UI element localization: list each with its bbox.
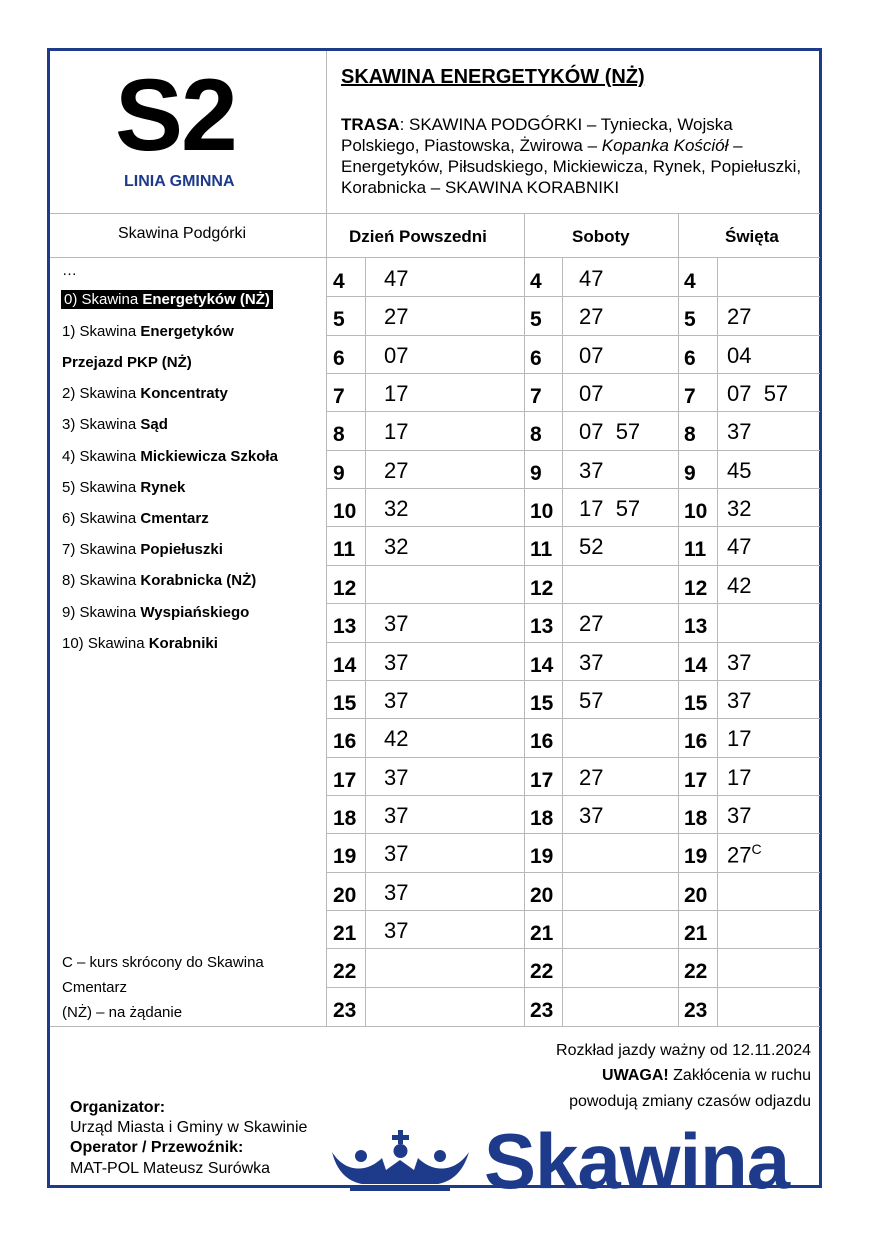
hour-saturday: 8 bbox=[530, 423, 542, 446]
minutes-holiday bbox=[727, 688, 751, 714]
stop-prefix: 1) Skawina bbox=[62, 323, 141, 340]
minutes-saturday bbox=[579, 650, 603, 676]
hour-saturday: 4 bbox=[530, 270, 542, 293]
warning-line-2: powodują zmiany czasów odjazdu bbox=[569, 1093, 811, 1110]
minutes-weekday bbox=[384, 611, 408, 637]
minutes-value: 07 bbox=[384, 343, 409, 368]
minutes-saturday bbox=[579, 688, 603, 714]
stop-item bbox=[62, 385, 228, 402]
minutes-weekday bbox=[384, 343, 408, 369]
hour-saturday: 5 bbox=[530, 308, 542, 331]
hour-weekday: 18 bbox=[333, 807, 357, 830]
minutes-value: 07 bbox=[579, 343, 604, 368]
minutes-saturday bbox=[579, 419, 640, 445]
minutes-weekday bbox=[384, 381, 408, 407]
minutes-value: 17 57 bbox=[579, 496, 641, 521]
minutes-weekday bbox=[384, 880, 408, 906]
minutes-weekday bbox=[384, 726, 408, 752]
operator-name: MAT-POL Mateusz Surówka bbox=[70, 1160, 271, 1177]
stop-item bbox=[62, 510, 209, 527]
stop-prefix: 7) Skawina bbox=[62, 541, 141, 558]
stop-name: Energetyków (NŻ) bbox=[142, 291, 270, 308]
minutes-value: 37 bbox=[384, 803, 409, 828]
stop-name: Przejazd PKP (NŻ) bbox=[62, 354, 192, 371]
hour-saturday: 6 bbox=[530, 347, 542, 370]
stop-item bbox=[62, 541, 223, 558]
stop-prefix: 0) Skawina bbox=[64, 291, 143, 308]
hour-weekday: 14 bbox=[333, 654, 357, 677]
hour-holiday: 5 bbox=[684, 308, 696, 331]
minutes-value: 17 bbox=[384, 381, 409, 406]
hour-weekday: 7 bbox=[333, 385, 345, 408]
minutes-value: 17 bbox=[727, 765, 752, 790]
minutes-value: 04 bbox=[727, 343, 752, 368]
row-divider bbox=[326, 411, 820, 412]
minutes-value: 32 bbox=[384, 534, 409, 559]
hour-weekday: 12 bbox=[333, 577, 357, 600]
hour-holiday: 23 bbox=[684, 999, 708, 1022]
column-holiday: Święta bbox=[725, 227, 779, 246]
route-description bbox=[341, 114, 811, 198]
minutes-holiday bbox=[727, 650, 751, 676]
minutes-value: 52 bbox=[579, 534, 604, 559]
hour-holiday: 9 bbox=[684, 462, 696, 485]
minutes-value: 17 bbox=[727, 726, 752, 751]
stop-prefix: 3) Skawina bbox=[62, 416, 141, 433]
minutes-footnote: C bbox=[751, 841, 762, 857]
stop-prefix: 5) Skawina bbox=[62, 479, 141, 496]
stop-name: Wyspiańskiego bbox=[140, 604, 250, 621]
minutes-value: 47 bbox=[579, 266, 604, 291]
hour-holiday: 10 bbox=[684, 500, 708, 523]
hour-holiday: 20 bbox=[684, 884, 708, 907]
hour-weekday: 4 bbox=[333, 270, 345, 293]
minutes-saturday bbox=[579, 304, 603, 330]
minutes-saturday bbox=[579, 765, 603, 791]
hour-holiday: 7 bbox=[684, 385, 696, 408]
warning-text: Zakłócenia w ruchu bbox=[668, 1067, 811, 1084]
hour-holiday: 18 bbox=[684, 807, 708, 830]
minutes-saturday bbox=[579, 496, 640, 522]
stop-name: Popiełuszki bbox=[140, 541, 223, 558]
stop-item bbox=[62, 448, 278, 465]
hour-weekday: 20 bbox=[333, 884, 357, 907]
minutes-weekday bbox=[384, 266, 408, 292]
hour-weekday: 11 bbox=[333, 538, 356, 561]
hour-saturday: 20 bbox=[530, 884, 554, 907]
minutes-value: 27 bbox=[384, 304, 409, 329]
hour-saturday: 12 bbox=[530, 577, 554, 600]
row-divider bbox=[326, 603, 820, 604]
hour-holiday: 15 bbox=[684, 692, 708, 715]
stop-prefix: 10) Skawina bbox=[62, 635, 149, 652]
minutes-weekday bbox=[384, 803, 408, 829]
hour-holiday: 16 bbox=[684, 730, 708, 753]
stop-prefix: 6) Skawina bbox=[62, 510, 141, 527]
hour-holiday: 22 bbox=[684, 960, 708, 983]
divider-colhead bbox=[50, 257, 820, 258]
line-type: LINIA GMINNA bbox=[124, 173, 235, 190]
minutes-value: 27 bbox=[727, 842, 752, 868]
hour-weekday: 21 bbox=[333, 922, 357, 945]
stop-item bbox=[62, 354, 192, 371]
minutes-weekday bbox=[384, 534, 408, 560]
minutes-holiday bbox=[727, 343, 751, 369]
hour-saturday: 23 bbox=[530, 999, 554, 1022]
row-divider bbox=[326, 910, 820, 911]
skawina-logo-text: Skawina bbox=[484, 1117, 790, 1205]
hour-saturday: 16 bbox=[530, 730, 554, 753]
minutes-weekday bbox=[384, 688, 408, 714]
hour-weekday: 13 bbox=[333, 615, 357, 638]
hour-holiday: 8 bbox=[684, 423, 696, 446]
destination-title: SKAWINA ENERGETYKÓW (NŻ) bbox=[341, 66, 645, 88]
minutes-value: 32 bbox=[727, 496, 752, 521]
stop-name: Cmentarz bbox=[140, 510, 209, 527]
legend-line-2: Cmentarz bbox=[62, 979, 128, 996]
row-divider bbox=[326, 642, 820, 643]
legend-line-1: C – kurs skrócony do Skawina bbox=[62, 954, 264, 971]
organizer-label: Organizator: bbox=[70, 1099, 166, 1116]
minutes-saturday bbox=[579, 534, 603, 560]
minutes-value: 47 bbox=[727, 534, 752, 559]
stop-item bbox=[62, 416, 168, 433]
hour-weekday: 19 bbox=[333, 845, 357, 868]
hour-saturday: 10 bbox=[530, 500, 554, 523]
route-part2: – Energetyków, Piłsudskiego, Mickiewicza, Rynek, Popiełuszki, Korabnicka – SKAWINA KORABNIKI bbox=[341, 136, 802, 197]
row-divider bbox=[326, 450, 820, 451]
minutes-holiday bbox=[727, 419, 751, 445]
minutes-value: 37 bbox=[727, 650, 752, 675]
minutes-value: 37 bbox=[727, 803, 752, 828]
minutes-value: 07 57 bbox=[579, 419, 641, 444]
minutes-weekday bbox=[384, 765, 408, 791]
row-divider bbox=[326, 833, 820, 834]
stop-name: Energetyków bbox=[140, 323, 234, 340]
minutes-value: 37 bbox=[579, 458, 604, 483]
hour-saturday: 9 bbox=[530, 462, 542, 485]
operator-label: Operator / Przewoźnik: bbox=[70, 1139, 244, 1156]
minutes-weekday bbox=[384, 496, 408, 522]
minutes-value: 37 bbox=[727, 688, 752, 713]
minutes-saturday bbox=[579, 458, 603, 484]
minutes-weekday bbox=[384, 841, 408, 867]
stop-name: Korabnicka (NŻ) bbox=[140, 572, 257, 589]
minutes-value: 07 57 bbox=[727, 381, 789, 406]
minutes-value: 37 bbox=[384, 918, 409, 943]
minutes-value: 27 bbox=[579, 611, 604, 636]
minutes-holiday bbox=[727, 304, 751, 330]
minutes-value: 27 bbox=[579, 765, 604, 790]
hour-saturday: 7 bbox=[530, 385, 542, 408]
minutes-saturday bbox=[579, 611, 603, 637]
row-divider bbox=[326, 948, 820, 949]
minutes-value: 57 bbox=[579, 688, 604, 713]
column-saturday: Soboty bbox=[572, 227, 630, 246]
column-weekday: Dzień Powszedni bbox=[349, 227, 487, 246]
minutes-value: 27 bbox=[384, 458, 409, 483]
minutes-value: 37 bbox=[384, 611, 409, 636]
minutes-holiday bbox=[727, 496, 751, 522]
minutes-value: 37 bbox=[579, 650, 604, 675]
row-divider bbox=[326, 488, 820, 489]
minutes-value: 37 bbox=[384, 650, 409, 675]
row-divider bbox=[326, 718, 820, 719]
stop-name: Korabniki bbox=[148, 635, 218, 652]
minutes-holiday bbox=[727, 458, 751, 484]
stop-name: Koncentraty bbox=[140, 385, 228, 402]
route-label: TRASA bbox=[341, 115, 400, 134]
minutes-value: 27 bbox=[727, 304, 752, 329]
organizer-name: Urząd Miasta i Gminy w Skawinie bbox=[70, 1119, 308, 1136]
minutes-saturday bbox=[579, 803, 603, 829]
hour-saturday: 14 bbox=[530, 654, 554, 677]
row-divider bbox=[326, 526, 820, 527]
hour-weekday: 23 bbox=[333, 999, 357, 1022]
hour-holiday: 4 bbox=[684, 270, 696, 293]
stop-prefix: 2) Skawina bbox=[62, 385, 141, 402]
row-divider bbox=[326, 565, 820, 566]
hour-holiday: 21 bbox=[684, 922, 708, 945]
hour-weekday: 5 bbox=[333, 308, 345, 331]
hour-weekday: 17 bbox=[333, 769, 357, 792]
hour-holiday: 13 bbox=[684, 615, 708, 638]
hour-weekday: 16 bbox=[333, 730, 357, 753]
stop-name: Mickiewicza Szkoła bbox=[140, 448, 278, 465]
line-number: S2 bbox=[115, 58, 236, 172]
hour-holiday: 11 bbox=[684, 538, 707, 561]
stop-item bbox=[62, 604, 249, 621]
minutes-saturday bbox=[579, 381, 603, 407]
hour-holiday: 6 bbox=[684, 347, 696, 370]
minutes-value: 42 bbox=[384, 726, 409, 751]
stop-item bbox=[62, 262, 77, 279]
minutes-value: 37 bbox=[384, 841, 409, 866]
divider-footer bbox=[50, 1026, 820, 1027]
hour-holiday: 17 bbox=[684, 769, 708, 792]
row-divider bbox=[326, 680, 820, 681]
warning-line-1 bbox=[602, 1067, 811, 1085]
hour-saturday: 21 bbox=[530, 922, 554, 945]
hour-holiday: 19 bbox=[684, 845, 708, 868]
minutes-holiday bbox=[727, 765, 751, 791]
hour-weekday: 9 bbox=[333, 462, 345, 485]
hour-saturday: 15 bbox=[530, 692, 554, 715]
hour-saturday: 19 bbox=[530, 845, 554, 868]
row-divider bbox=[326, 335, 820, 336]
stop-prefix: 4) Skawina bbox=[62, 448, 141, 465]
minutes-value: 17 bbox=[384, 419, 409, 444]
hour-weekday: 8 bbox=[333, 423, 345, 446]
hour-weekday: 15 bbox=[333, 692, 357, 715]
minutes-weekday bbox=[384, 650, 408, 676]
route-italic: Kopanka Kościół bbox=[601, 136, 729, 155]
hour-holiday: 12 bbox=[684, 577, 708, 600]
divider-vertical-main bbox=[326, 51, 327, 1026]
minutes-value: 27 bbox=[579, 304, 604, 329]
divider-header bbox=[50, 213, 820, 214]
minutes-weekday bbox=[384, 304, 408, 330]
row-divider bbox=[326, 987, 820, 988]
stop-item bbox=[62, 572, 256, 589]
minutes-value: 37 bbox=[579, 803, 604, 828]
warning-label: UWAGA! bbox=[602, 1067, 669, 1084]
minutes-weekday bbox=[384, 419, 408, 445]
hour-holiday: 14 bbox=[684, 654, 708, 677]
hour-saturday: 17 bbox=[530, 769, 554, 792]
minutes-value: 37 bbox=[384, 765, 409, 790]
minutes-holiday bbox=[727, 803, 751, 829]
hour-saturday: 18 bbox=[530, 807, 554, 830]
row-divider bbox=[326, 296, 820, 297]
hour-weekday: 22 bbox=[333, 960, 357, 983]
hour-saturday: 22 bbox=[530, 960, 554, 983]
hour-weekday: 6 bbox=[333, 347, 345, 370]
minutes-value: 45 bbox=[727, 458, 752, 483]
minutes-holiday bbox=[727, 841, 762, 868]
stop-name: Rynek bbox=[140, 479, 186, 496]
stop-prefix: 8) Skawina bbox=[62, 572, 141, 589]
stop-item bbox=[62, 323, 234, 340]
minutes-saturday bbox=[579, 266, 603, 292]
minutes-value: 42 bbox=[727, 573, 752, 598]
stop-current bbox=[61, 290, 273, 309]
hour-saturday: 13 bbox=[530, 615, 554, 638]
row-divider bbox=[326, 795, 820, 796]
minutes-weekday bbox=[384, 918, 408, 944]
stop-prefix: … bbox=[62, 262, 77, 279]
stop-item bbox=[62, 479, 185, 496]
valid-from: Rozkład jazdy ważny od 12.11.2024 bbox=[556, 1042, 811, 1059]
minutes-value: 37 bbox=[727, 419, 752, 444]
minutes-value: 37 bbox=[384, 688, 409, 713]
minutes-holiday bbox=[727, 534, 751, 560]
stop-name: Sąd bbox=[140, 416, 168, 433]
minutes-saturday bbox=[579, 343, 603, 369]
hour-saturday: 11 bbox=[530, 538, 553, 561]
crown-icon bbox=[328, 1130, 473, 1192]
minutes-holiday bbox=[727, 381, 788, 407]
minutes-value: 32 bbox=[384, 496, 409, 521]
route-part1: : SKAWINA PODGÓRKI – Tyniecka, Wojska Polskiego, Piastowska, Żwirowa – bbox=[341, 115, 733, 155]
minutes-value: 47 bbox=[384, 266, 409, 291]
first-stop: Skawina Podgórki bbox=[118, 225, 247, 242]
minutes-holiday bbox=[727, 726, 751, 752]
minutes-holiday bbox=[727, 573, 751, 599]
stop-prefix: 9) Skawina bbox=[62, 604, 141, 621]
row-divider bbox=[326, 373, 820, 374]
minutes-value: 37 bbox=[384, 880, 409, 905]
hour-weekday: 10 bbox=[333, 500, 357, 523]
row-divider bbox=[326, 872, 820, 873]
row-divider bbox=[326, 757, 820, 758]
minutes-weekday bbox=[384, 458, 408, 484]
legend-line-3: (NŻ) – na żądanie bbox=[62, 1004, 183, 1021]
stop-item bbox=[62, 635, 218, 652]
minutes-value: 07 bbox=[579, 381, 604, 406]
